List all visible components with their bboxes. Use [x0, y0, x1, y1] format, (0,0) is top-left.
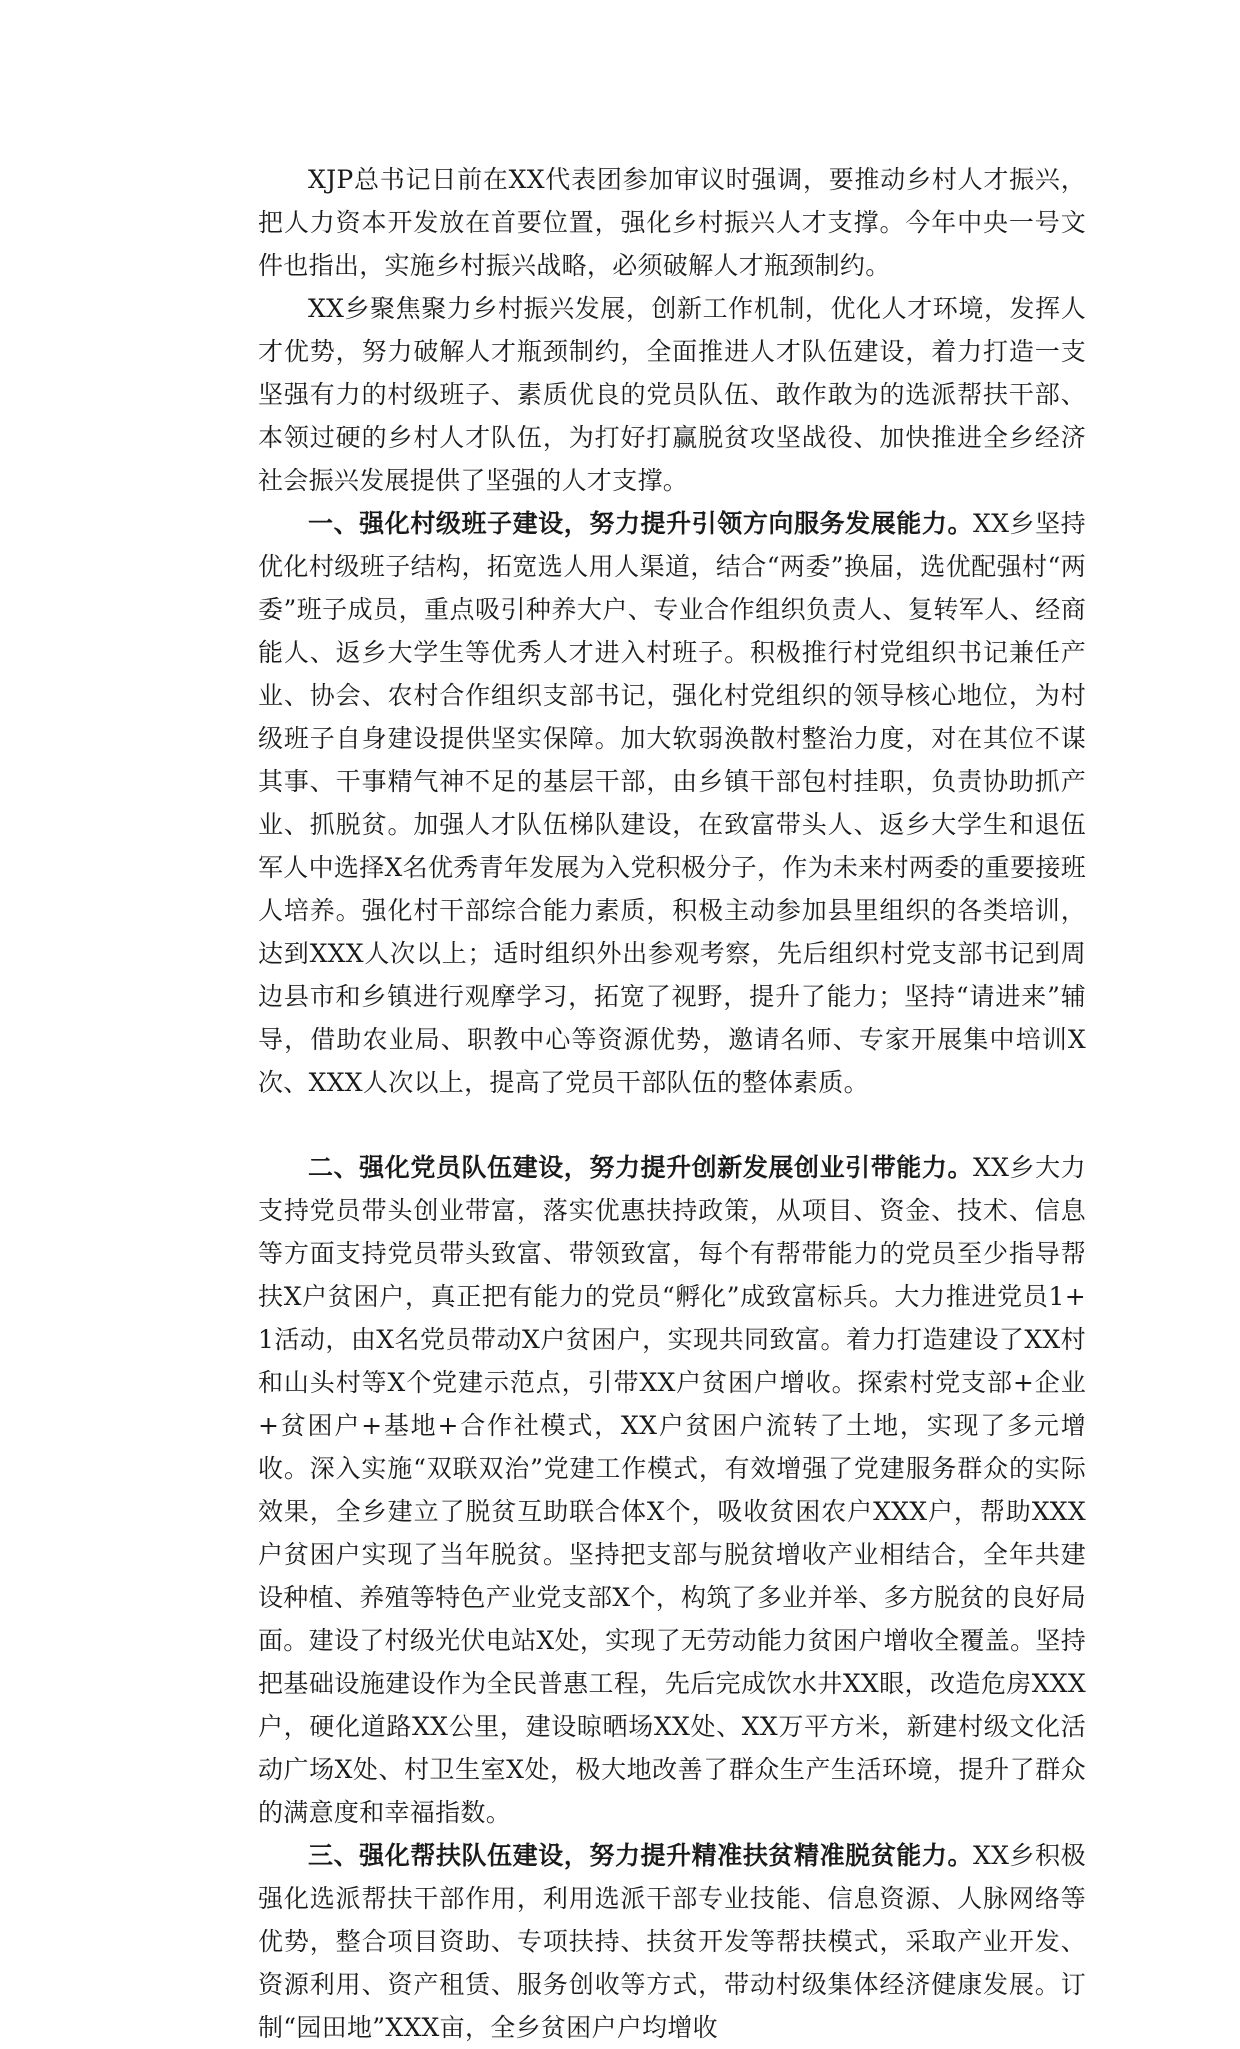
- paragraph-intro: [258, 158, 1086, 287]
- paragraph-text: XX乡大力支持党员带头创业带富，落实优惠扶持政策，从项目、资金、技术、信息等方面支持党员带头致富、带领致富，每个有帮带能力的党员至少指导帮扶X户贫困户，真正把有能力的党员“孵化”成致富标兵。大力推进党员1+1活动，由X名党员带动X户贫困户，实现共同致富。着力打造建设了XX村和山头村等X个党建示范点，引带XX户贫困户增收。探索村党支部+企业+贫困户+基地+合作社模式，XX户贫困户流转了土地，实现了多元增收。深入实施“双联双治”党建工作模式，有效增强了党建服务群众的实际效果，全乡建立了脱贫互助联合体X个，吸收贫困农户XXX户，帮助XXX户贫困户实现了当年脱贫。坚持把支部与脱贫增收产业相结合，全年共建设种植、养殖等特色产业党支部X个，构筑了多业并举、多方脱贫的良好局面。建设了村级光伏电站X处，实现了无劳动能力贫困户增收全覆盖。坚持把基础设施建设作为全民普惠工程，先后完成饮水井XX眼，改造危房XXX户，硬化道路XX公里，建设晾晒场XX处、XX万平方米，新建村级文化活动广场X处、村卫生室X处，极大地改善了群众生产生活环境，提升了群众的满意度和幸福指数。: [258, 1153, 1086, 1827]
- paragraph-text: XX乡聚焦聚力乡村振兴发展，创新工作机制，优化人才环境，发挥人才优势，努力破解人才瓶颈制约，全面推进人才队伍建设，着力打造一支坚强有力的村级班子、素质优良的党员队伍、敢作敢为的选派帮扶干部、本领过硬的乡村人才队伍，为打好打赢脱贫攻坚战役、加快推进全乡经济社会振兴发展提供了坚强的人才支撑。: [258, 294, 1086, 495]
- paragraph-text: XX乡坚持优化村级班子结构，拓宽选人用人渠道，结合“两委”换届，选优配强村“两委”班子成员，重点吸引种养大户、专业合作组织负责人、复转军人、经商能人、返乡大学生等优秀人才进入村班子。积极推行村党组织书记兼任产业、协会、农村合作组织支部书记，强化村党组织的领导核心地位，为村级班子自身建设提供坚实保障。加大软弱涣散村整治力度，对在其位不谋其事、干事精气神不足的基层干部，由乡镇干部包村挂职，负责协助抓产业、抓脱贫。加强人才队伍梯队建设，在致富带头人、返乡大学生和退伍军人中选择X名优秀青年发展为入党积极分子，作为未来村两委的重要接班人培养。强化村干部综合能力素质，积极主动参加县里组织的各类培训，达到XXX人次以上；适时组织外出参观考察，先后组织村党支部书记到周边县市和乡镇进行观摩学习，拓宽了视野，提升了能力；坚持“请进来”辅导，借助农业局、职教中心等资源优势，邀请名师、专家开展集中培训X次、XXX人次以上，提高了党员干部队伍的整体素质。: [258, 509, 1086, 1097]
- paragraph-text: XX乡积极强化选派帮扶干部作用，利用选派干部专业技能、信息资源、人脉网络等优势，整合项目资助、专项扶持、扶贫开发等帮扶模式，采取产业开发、资源利用、资产租赁、服务创收等方式，带动村级集体经济健康发展。订制“园田地”XXX亩，全乡贫困户户均增收: [258, 1841, 1086, 2042]
- paragraph-section-1: [258, 502, 1086, 1104]
- paragraph-section-2: [258, 1146, 1086, 1834]
- section-heading: 二、强化党员队伍建设，努力提升创新发展创业引带能力。: [308, 1153, 974, 1182]
- section-heading: 一、强化村级班子建设，努力提升引领方向服务发展能力。: [308, 509, 974, 538]
- section-heading: 三、强化帮扶队伍建设，努力提升精准扶贫精准脱贫能力。: [308, 1841, 974, 1870]
- paragraph-section-3: [258, 1834, 1086, 2049]
- document-body: [258, 158, 1086, 2049]
- paragraph-text: XJP总书记日前在XX代表团参加审议时强调，要推动乡村人才振兴，把人力资本开发放在首要位置，强化乡村振兴人才支撑。今年中央一号文件也指出，实施乡村振兴战略，必须破解人才瓶颈制约。: [258, 165, 1086, 280]
- paragraph-overview: [258, 287, 1086, 502]
